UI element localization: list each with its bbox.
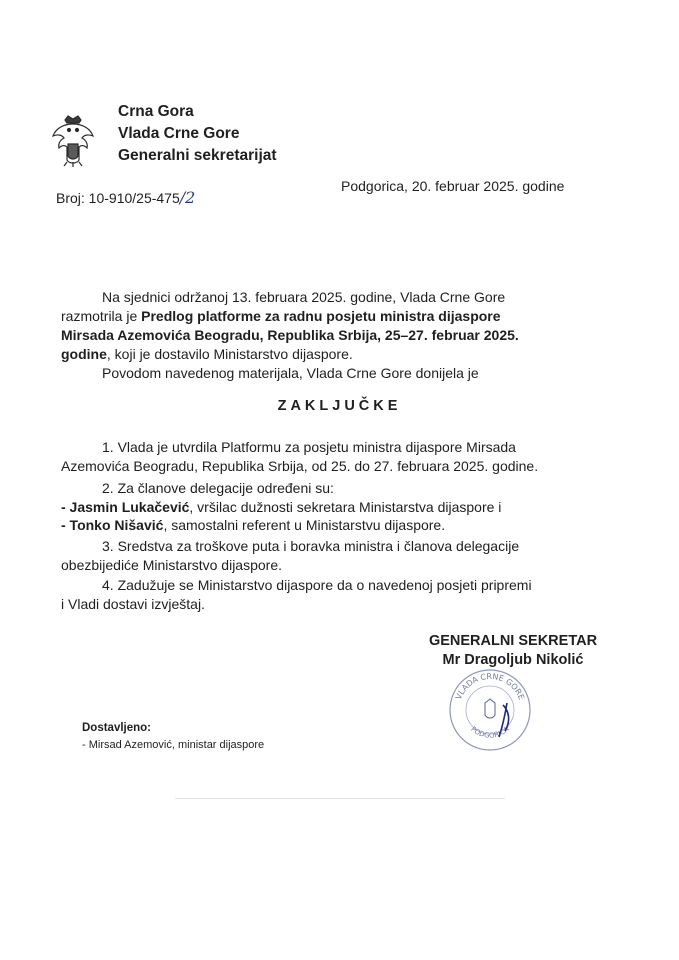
intro-line-4-bold: godine xyxy=(61,346,107,362)
item-3-line-2: obezbijediće Ministarstvo dijaspore. xyxy=(61,557,282,573)
delivered-to-item: - Mirsad Azemović, ministar dijaspore xyxy=(82,739,265,751)
delivered-to-label: Dostavljeno: xyxy=(82,722,152,734)
item-3-line-1: 3. Sredstva za troškove puta i boravka ministra i članova delegacije xyxy=(102,538,520,554)
item-2-line-1: 2. Za članove delegacije određeni su: xyxy=(102,480,334,496)
member-1-role: , vršilac dužnosti sekretara Ministarstva dijaspore i xyxy=(189,499,502,515)
delegation-member-1 xyxy=(61,498,501,517)
header-country: Crna Gora xyxy=(118,103,194,120)
item-4-line-1: 4. Zadužuje se Ministarstvo dijaspore da o navedenoj posjeti pripremi xyxy=(102,577,532,593)
member-2-name: - Tonko Nišavić xyxy=(61,517,164,533)
stamp-bottom-text: PODGORICA xyxy=(469,725,511,740)
intro-line-5: Povodom navedenog materijala, Vlada Crne Gore donijela je xyxy=(102,365,479,381)
item-1-line-1: 1. Vlada je utvrdila Platformu za posjetu ministra dijaspore Mirsada xyxy=(102,439,516,455)
delegation-member-2 xyxy=(61,516,445,535)
svg-text:PODGORICA xyxy=(469,725,511,740)
official-stamp-icon xyxy=(445,665,535,755)
coat-of-arms-icon xyxy=(50,114,96,168)
intro-line-2 xyxy=(61,307,501,326)
issuer-header xyxy=(118,101,277,167)
member-2-role: , samostalni referent u Ministarstvu dijaspore. xyxy=(163,517,446,533)
header-secretariat: Generalni sekretarijat xyxy=(118,147,277,164)
reference-number-handwritten: /2 xyxy=(179,188,196,207)
conclusions-title: ZAKLJUČKE xyxy=(277,398,402,414)
intro-line-2-bold: Predlog platforme za radnu posjetu ministra dijaspore xyxy=(141,308,501,324)
stamp-top-text: VLADA CRNE GORE xyxy=(454,671,526,702)
member-1-name: - Jasmin Lukačević xyxy=(61,499,190,515)
header-government: Vlada Crne Gore xyxy=(118,125,240,142)
intro-line-1: Na sjednici održanoj 13. februara 2025. godine, Vlada Crne Gore xyxy=(102,289,506,305)
svg-text:VLADA CRNE GORE xyxy=(454,672,526,701)
signature-name: Mr Dragoljub Nikolić xyxy=(442,652,584,668)
divider xyxy=(175,798,505,799)
intro-line-4 xyxy=(61,345,353,364)
intro-line-4-plain: , koji je dostavilo Ministarstvo dijaspore. xyxy=(106,346,353,362)
item-4-line-2: i Vladi dostavi izvještaj. xyxy=(61,596,205,612)
place-date: Podgorica, 20. februar 2025. godine xyxy=(341,178,565,194)
intro-line-3-bold: Mirsada Azemovića Beogradu, Republika Srbija, 25–27. februar 2025. xyxy=(61,327,519,343)
intro-line-3 xyxy=(61,326,519,345)
signature-title: GENERALNI SEKRETAR xyxy=(428,633,598,649)
item-1-line-2: Azemovića Beogradu, Republika Srbija, od 25. do 27. februara 2025. godine. xyxy=(61,458,539,474)
intro-line-2-plain: razmotrila je xyxy=(61,308,142,324)
reference-number-printed: Broj: 10-910/25-475 xyxy=(56,190,180,206)
reference-number xyxy=(56,188,195,207)
